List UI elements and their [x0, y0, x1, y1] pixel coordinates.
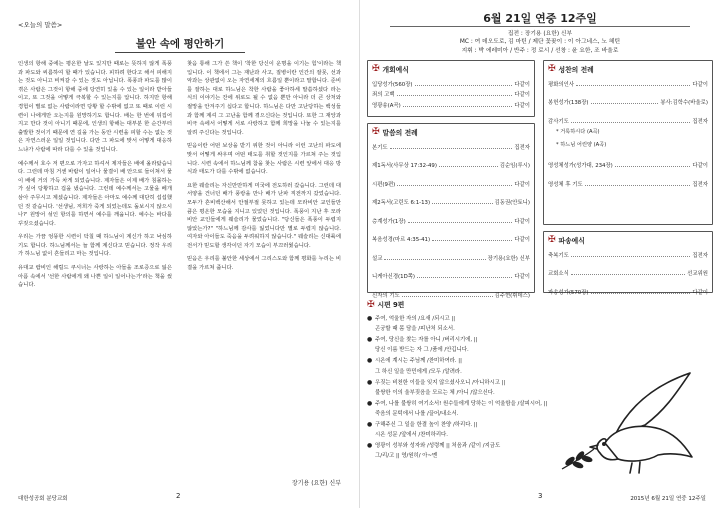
cross-icon: ✠ — [372, 64, 380, 74]
psalm-heading: 시편 9편 — [377, 301, 405, 309]
footer-date: 2015년 6월 21일 연중 12주일 — [630, 496, 706, 502]
footer-church-name: 대한성공회 분당교회 — [18, 496, 68, 502]
liturgy-row: 파송성가(570장) 다같이 — [548, 289, 708, 296]
paragraph: 요한 웨슬리는 자신만만하게 미국에 전도하러 갔습니다. 그런데 대서양을 건너던 배가 풍랑을 만나 배가 난파 직전까지 갔었습니다. 모두가 흔비백산해서 안절부절 못하고 있는데 모라비안 교인들만큼은 평온한 모습을 지니고 있었던 것입니다. 폭풍이 지난 후 모라비안 교인들에게 웨슬리가 물었습니다. "당신들은 폭풍이 두렵지 않았는가?" "하느님께 감사를 잃었니다만 별로 두렵지 않습니다. 여자와 아이들도 죽음을 두려워하지 않습니다." 웨슬리는 신대륙에 전서가 믿도할 생각이던 자기 모습이 부끄러웠습니다. — [187, 182, 341, 249]
eucharist-section — [543, 60, 713, 225]
psalm-verse: ● 구해주신 그 일을 한결 높이 찬양 /하리다. || 시온 성문 /앞에서 /찬미하리다. — [367, 420, 602, 440]
paragraph: 예수께서 호수 저 편으로 가자고 하셔서 제자들은 배에 올라탔습니다. 그런데 마침 거센 바람이 일어나 물결이 배 안으로 들이쳐서 물이 배에 거의 가득 차게 되었습니다. 제자들은 이제 배가 침몰하는가 싶어 당황하고 겁을 냈습니다. 그런데 예수께서는 고물을 베개 삼아 주무시고 계셨습니다. 제자들은 아마도 예수께 대단히 섭섭했던 것 같습니다. '선생님, 저희가 죽게 되었는데도 돌보시지 않으시나?' 원망어 섞인 항의를 하면서 예수를 깨웁니다. 예수는 바다를 꾸짖으셨습니다. — [18, 160, 172, 227]
paragraph: 찾음 통해 그가 쓴 책이 '착한 당신이 운명을 이기는 힘'이라는 책입니다. 이 책에서 그는 재난과 사고, 질병이란 인간의 잘못, 선과 악과는 상관없이 오는 자연세계의 흐름일 뿐이라고 말합니다. 준비를 잘하는 대로 하느님은 착한 사람을 좋아하세 말씀하셨다 라는 식의 이야기는 잔에 위로도 될 수 없음 뿐만 아니라 더 큰 상처와 절망을 안겨주기 십다고 합니다. 하느님은 다만 고난당하는 백성들과 함께 계셔 그 고난을 함께 겪으신다는 것입니다. 또한 그 재앙과 비극 속에서 어떻게 서로 사랑하고 함께 희망을 나눌 수 있는지를 알려 주신다는 것입니다. — [187, 61, 341, 136]
service-title: 6월 21일 연중 12주일 — [483, 12, 597, 25]
bullet-icon: ● — [367, 442, 373, 450]
cross-icon: ✠ — [372, 127, 380, 137]
officers-line: MC : 여 데오도로, 김 마틴 / 제단 꽃꽂이 : 이 아그네스, 노 헤틴 — [459, 39, 621, 46]
liturgy-row: 층계성가(1장) 다같이 — [372, 218, 530, 225]
liturgy-row: 본기도 집전자 — [372, 144, 530, 151]
liturgy-row: 영광송(A곡) 다같이 — [372, 102, 530, 109]
psalm-verse: ● 우짖는 비천한 이들을 잊지 않으셨사오니 /아니하시고 || 불쌍한 이의 울부짖음을 모르는 체 /아니 /않으신다. — [367, 378, 602, 398]
liturgy-row: 교회소식 선교위원 — [548, 271, 708, 277]
paragraph: 인생의 항해 중에는 평온한 날도 있지만 때로는 뜻하지 않게 폭풍과 파도와 씨름하여 할 때가 있습니다. 피하려 한다고 해서 피해지는 것도 아니고 비켜갈 수 있는 것도 아닙니다. 폭풍과 파도를 많이 겪은 사람은 그것이 항해 중에 당연히 있을 수 있는 일이라 받아들이고, 또 그것을 어떻게 극복할 수 있는지를 압니다. 하지만 항해 경험이 별로 없는 사람이라면 당황 할 수밖에 없고 또 때로 이런 시련이 나에게만 오는지를 원망하기도 합니다. 배는 한 번에 뒤집어지고 만다 것이 아니기 때문에, 인생의 항해는 대부분 한 순간부터 출발한 것이기 때문에 연 길을 가는 동안 시련을 피할 수는 없는 것은 자연스러운 일일 것입니다. 다만 그 파도에 맞서 어떻게 대응하느냐가 사람에 따라 다를 수 있을 것입니다. — [18, 61, 172, 153]
paragraph: 유대교 랍비인 해럴드 쿠시너는 사랑하는 아들을 조로증으로 잃은 아픔 속에서 '선한 사람에게 왜 나쁜 일이 일어나는가'라는 책을 썼습니다. — [18, 265, 172, 289]
liturgy-row: 제2독서(고린도 6:1-13) 김동권(안토니) — [372, 200, 530, 206]
liturgy-row: 영성체 후 기도 집전자 — [548, 181, 708, 188]
liturgy-row: 제1독서(사무상 17:32-49) 김순임(루시) — [372, 163, 530, 169]
paragraph: 믿음은 우리를 불안한 세상에서 그리스도와 함께 평화를 누리는 비결을 가르쳐 줍니다. — [187, 256, 341, 272]
liturgy-row: 감사기도 집전자 — [548, 118, 708, 125]
paragraph: 믿음이란 어떤 보상을 받기 위한 것이 아니라 이런 고난의 파도에 맞서 어떻게 싸우며 어떤 태도를 취할 것인지를 가르쳐 주는 것입니다. 시련 속에서 하느님께 참을 찾는 사람은 시련 앞에서 대응 방식과 태도가 다를 수밖에 없습니다. — [187, 143, 341, 176]
section-heading: 말씀의 전례 — [382, 129, 418, 137]
liturgy-row: 봉헌성가(138장) 봉사:김학수(바울로) — [548, 100, 708, 106]
gathering-section — [367, 60, 535, 117]
dove-icon — [560, 365, 710, 485]
paragraph: 우리는 가끔 엉뚱한 시련이 닥칠 때 하느님이 계신가 하고 낙심하기도 합니다. 하느님께서는 늘 함께 계신다고 믿습니다. 정작 우리가 하느님 없이 흔들리고 마는 것입니다. — [18, 234, 172, 258]
page-number: 3 — [538, 492, 543, 500]
essay-column-2 — [187, 60, 341, 278]
section-label: <오늘의 말씀> — [18, 21, 63, 29]
page-number: 2 — [176, 492, 181, 500]
essay-author: 장기용 (요한) 신부 — [291, 480, 341, 487]
liturgy-row: 죄의 고백 다같이 — [372, 92, 530, 98]
cross-icon: ✠ — [548, 235, 556, 245]
liturgy-row: 영성체성가(성가대, 234장) 다같이 — [548, 163, 708, 169]
psalm-verse: ● 주여, 억울한 자의 /요새 /되시고 || 곤궁할 때 몸 담을 /피난처 되소서. — [367, 314, 602, 334]
psalm-verse: ● 시온에 계시는 주님께 /찬미하여라. || 그 하신 일을 만민에게 /모두 /알려라. — [367, 356, 602, 376]
bullet-icon: ● — [367, 399, 373, 407]
section-heading: 개회예식 — [382, 66, 409, 74]
title-rule — [115, 52, 245, 53]
bullet-icon: ● — [367, 357, 373, 365]
psalm-verse: ● 주여, 나를 불쌍히 여기소서! 원수들에게 당하는 이 억울함을 /살피시어, || 죽음의 문턱에서 나를 /끌어/내소서. — [367, 399, 602, 419]
bullet-icon: ● — [367, 336, 373, 344]
section-heading: 파송예식 — [558, 237, 585, 245]
bullet-icon: ● — [367, 421, 373, 429]
service-officers — [360, 30, 720, 55]
liturgy-row: 설교 장기용(요한) 신부 — [372, 255, 530, 262]
liturgy-row: 시편(9편) 다같이 — [372, 181, 530, 188]
bullet-icon: ● — [367, 378, 373, 386]
officers-line: 지휘 : 박 에레미아 / 반주 : 정 로시 / 선창 : 윤 요한, 조 바울로 — [461, 47, 619, 54]
word-section — [367, 123, 535, 299]
liturgy-subitem: * 하느님 어린양 (A곡) — [556, 141, 607, 148]
officers-line: 집전 : 장기용 (요한) 신부 — [507, 31, 573, 37]
psalm-verse: ● 영광이 성부와 성자와 /성령께 || 처음과 /같이 /지금도 그/리/고 || 영/원히/ 아~멘 — [367, 441, 602, 461]
title-rule — [390, 26, 690, 27]
cross-icon: ✠ — [367, 300, 375, 310]
essay-column-1 — [18, 60, 172, 295]
liturgy-row: 입당성가(560장) 다같이 — [372, 81, 530, 88]
liturgy-row: 니케아신경(1D쪽) 다같이 — [372, 274, 530, 280]
liturgy-row: 복음성경(마르 4:35-41) 다같이 — [372, 237, 530, 243]
section-heading: 성찬의 전례 — [558, 66, 594, 74]
liturgy-row: 축복기도 집전자 — [548, 252, 708, 259]
essay-title: 불안 속에 평안하기 — [135, 38, 225, 50]
psalm-verse: ● 주여, 당신을 찾는 자를 아니 /버리시기에, || 당신 이름 받드는 자 그 /품에 /안깁니다. — [367, 335, 602, 355]
liturgy-subitem: * 거룩하시다 (A곡) — [556, 128, 600, 135]
dismissal-section — [543, 231, 713, 296]
bullet-icon: ● — [367, 315, 373, 323]
liturgy-row: 신자의 기도 김주현(휘데스) — [372, 292, 530, 299]
cross-icon: ✠ — [548, 64, 556, 74]
liturgy-row: 평화의인사 다같이 — [548, 81, 708, 88]
